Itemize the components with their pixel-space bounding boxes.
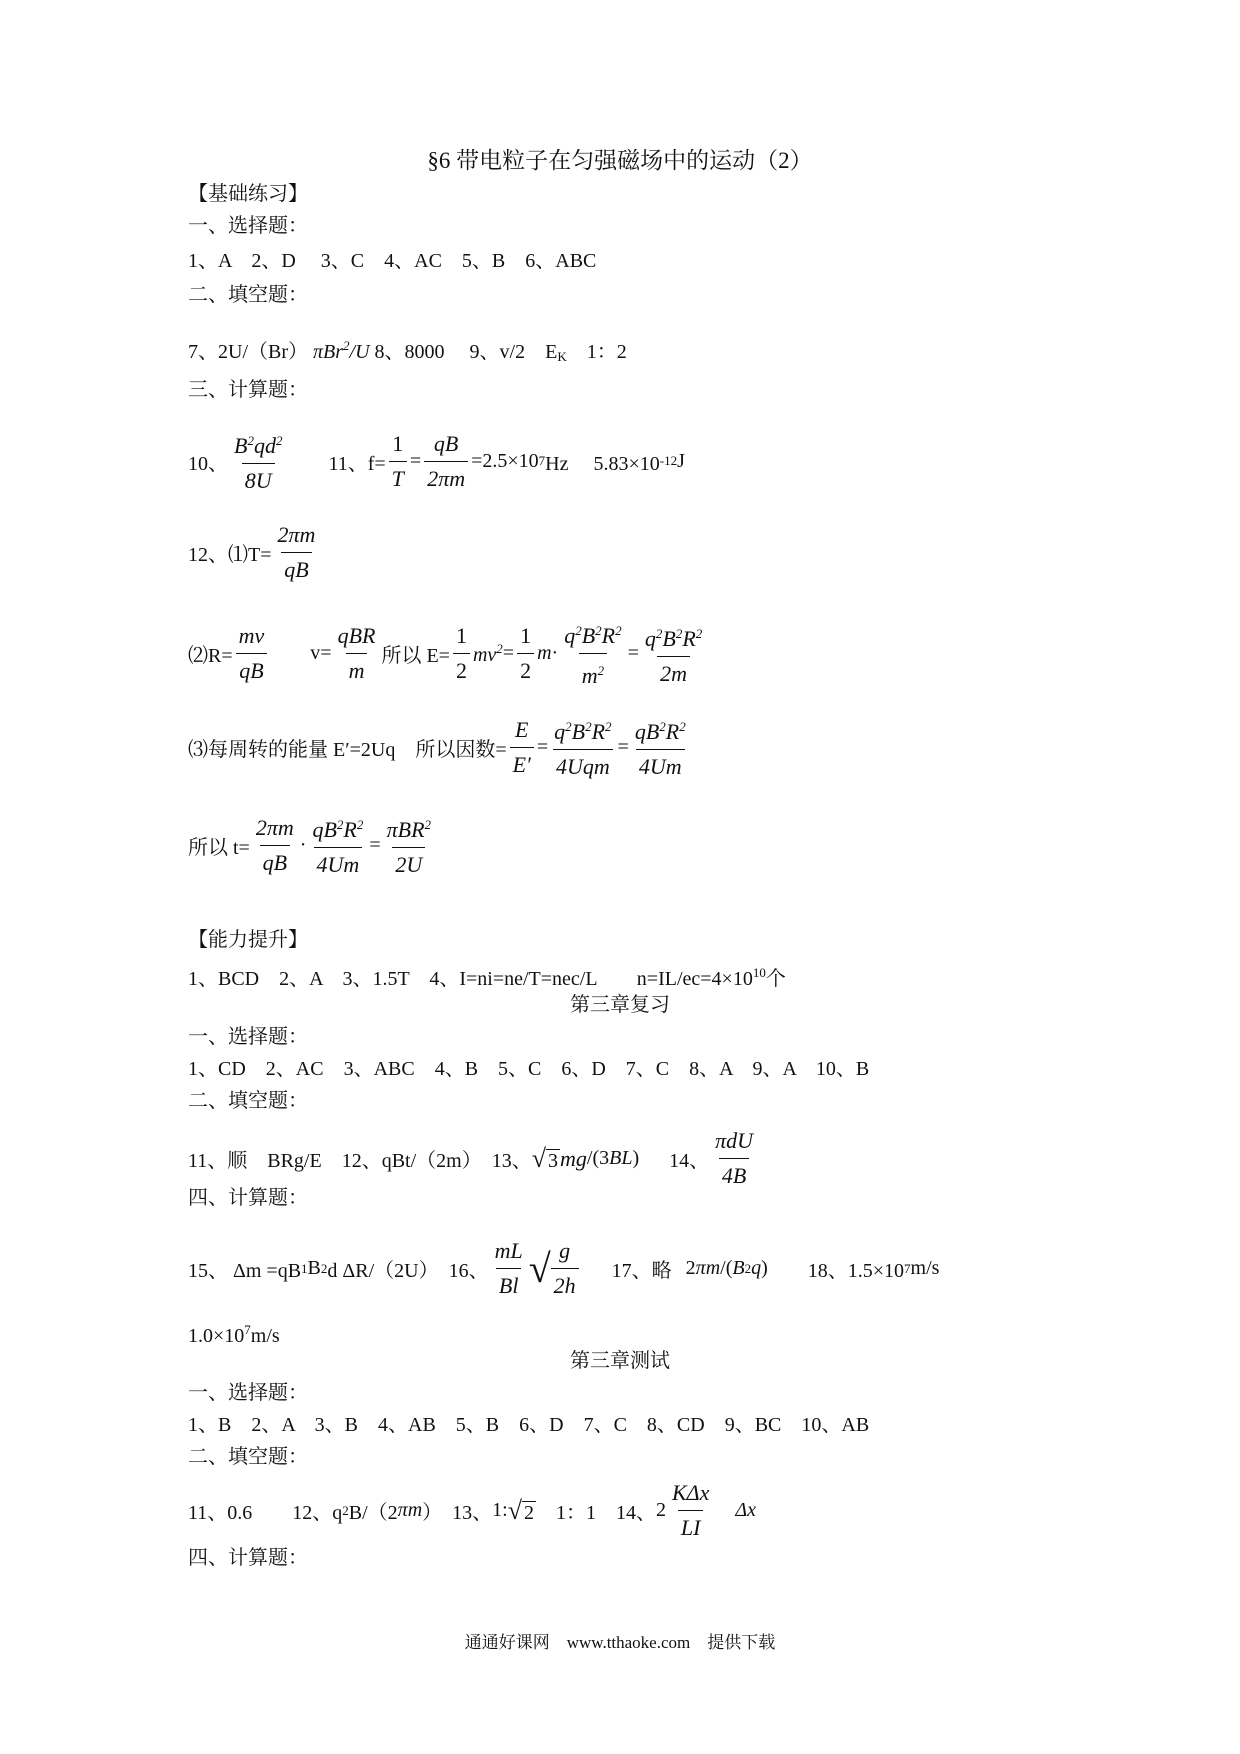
fraction: $\frac{q^2B^2R^2}{m^2}$ bbox=[561, 616, 624, 691]
answer-text: 个 bbox=[765, 968, 786, 990]
fraction: $\frac{B^2qd^2}{8U}$ bbox=[231, 426, 285, 496]
fraction: $\frac{qB^2R^2}{4Um}$ bbox=[309, 810, 366, 880]
answer-text: 17、略 bbox=[611, 1260, 672, 1282]
superscript: 7 bbox=[538, 453, 546, 468]
formula-line-12-2: ⑵R= $\frac{mv}{qB}$ v= $\frac{\text{qBR}}{m}$ 所以 E= $\frac{1}{2}$ $mv^2$ = $\frac{1}{2}$ m · $\frac{q^2B^2R^2}{m^2}$ = $\frac{q^2B^2R^2}{2m}$ bbox=[188, 616, 708, 691]
answer-text: 1、BCD 2、A 3、1.5T 4、I=ni=ne/T=nec/L n=IL/ec=4×10 bbox=[188, 968, 753, 990]
answer-text: J bbox=[677, 449, 685, 472]
answer-text: m/s bbox=[250, 1325, 280, 1347]
fraction: $\frac{q^2B^2R^2}{\text{4Uqm}}$ bbox=[551, 712, 614, 782]
answer-text: =2.5×10 bbox=[471, 449, 539, 472]
heading-calc: 三、计算题： bbox=[188, 379, 308, 401]
answer-text: ⑵R= bbox=[188, 645, 233, 667]
heading-fill: 二、填空题： bbox=[188, 284, 308, 306]
answer-line bbox=[188, 334, 627, 369]
answer-line bbox=[188, 1318, 280, 1348]
answer-text: 12、⑴T= bbox=[188, 544, 272, 566]
section-title: §6 带电粒子在匀强磁场中的运动（2） bbox=[427, 148, 813, 173]
superscript: 10 bbox=[752, 965, 766, 980]
superscript: 7 bbox=[904, 1260, 911, 1276]
answer-text: 所以 E= bbox=[381, 645, 450, 667]
fraction: $\frac{1}{2}$ bbox=[453, 621, 470, 686]
superscript: 2 bbox=[342, 1502, 349, 1518]
fraction: $\frac{\text{qBR}}{m}$ bbox=[335, 621, 379, 686]
answer-text: d ΔR/（2U） 16、 bbox=[327, 1260, 489, 1282]
section-title: 第三章复习 bbox=[570, 994, 670, 1016]
superscript: 7 bbox=[244, 1322, 251, 1337]
formula-line-15-18: 15、 Δm =qB 1 B 2 d ΔR/（2U） 16、 $\frac{mL}{Bl}$ √ $\frac{g}{2h}$ 17、略 2 πm /( B 2 q ) 18、1.5×10 7 m/s bbox=[188, 1236, 939, 1301]
fraction: $\frac{mL}{Bl}$ bbox=[492, 1236, 526, 1301]
answer-text: ） 13、 bbox=[422, 1502, 493, 1524]
sqrt: √ 3 bbox=[531, 1143, 559, 1173]
fraction: $\frac{g}{2h}$ bbox=[551, 1236, 579, 1301]
fraction: $\frac{\text{πdU}}{4B}$ bbox=[712, 1126, 756, 1191]
answer-text: 18、1.5×10 bbox=[807, 1260, 905, 1282]
answer-text: 8、8000 9、v/2 E bbox=[374, 341, 558, 363]
formula: πBr$^2$/U bbox=[313, 338, 370, 363]
answer-text: 1：1 14、 bbox=[555, 1502, 656, 1524]
formula-line-11-14: 11、0.6 12、q 2 B/（2 πm ） 13、 1: √ 2 1：1 14、 2 $\frac{\text{KΔx}}{LI}$ Δx bbox=[188, 1478, 756, 1543]
answer-text: 7、2U/（Br） bbox=[188, 341, 308, 363]
answer-text: Hz 5.83×10 bbox=[545, 452, 660, 475]
answer-text: 15、 Δm =qB bbox=[188, 1260, 302, 1282]
answer-text: 所以 t= bbox=[188, 836, 250, 859]
formula-line-12-1 bbox=[188, 520, 321, 585]
heading-fill: 二、填空题： bbox=[188, 1090, 308, 1112]
fraction: $\frac{qB}{2\pi m}$ bbox=[424, 429, 468, 494]
answer-text: 11、0.6 12、q bbox=[188, 1502, 343, 1524]
fraction: $\frac{q^2B^2R^2}{2m}$ bbox=[642, 619, 705, 689]
heading-calc: 四、计算题： bbox=[188, 1547, 308, 1569]
answer-text: 11、f= bbox=[328, 452, 386, 475]
heading-basic: 【基础练习】 bbox=[188, 183, 308, 205]
answer-text: 1.0×10 bbox=[188, 1325, 245, 1347]
answer-text: 11、顺 BRg/E 12、qBt/（2m） 13、 bbox=[188, 1150, 532, 1172]
subscript: K bbox=[557, 349, 567, 364]
fraction: $\frac{qB^2R^2}{4Um}$ bbox=[632, 712, 689, 782]
sqrt: √ 2 bbox=[507, 1495, 534, 1525]
footer: 通通好课网 www.tthaoke.com 提供下载 bbox=[464, 1633, 776, 1652]
heading-fill: 二、填空题： bbox=[188, 1446, 308, 1468]
formula-line-t: 所以 t= $\frac{2\pi m}{qB}$ · $\frac{qB^2R^2}{4Um}$ = $\frac{\pi BR^2}{2U}$ bbox=[188, 810, 437, 880]
formula-line-12-3: ⑶每周转的能量 E′=2Uq 所以因数= $\frac{E}{E'}$ = $\frac{q^2B^2R^2}{\text{4Uqm}}$ = $\frac{qB^2R^2}{4Um}$ bbox=[188, 712, 692, 782]
answer-text: v= bbox=[310, 642, 332, 664]
answer-text: m/s bbox=[910, 1257, 940, 1279]
answer-text: ⑶每周转的能量 E′=2Uq 所以因数= bbox=[188, 738, 507, 761]
section-title: 第三章测试 bbox=[570, 1350, 670, 1372]
superscript: -12 bbox=[659, 453, 678, 468]
fraction: $\frac{\text{KΔx}}{LI}$ bbox=[669, 1478, 712, 1543]
heading-calc: 四、计算题： bbox=[188, 1187, 308, 1209]
formula-line-10-11: 10、 $\frac{B^2qd^2}{8U}$ 11、f= $\frac{1}{T}$ = $\frac{qB}{2\pi m}$ =2.5×10 7 Hz 5.83×10 -12 J bbox=[188, 426, 685, 496]
fraction: $\frac{1}{2}$ bbox=[517, 621, 534, 686]
fraction: $\frac{2\pi m}{qB}$ bbox=[253, 813, 297, 878]
answer-text: 10、 bbox=[188, 452, 228, 475]
fraction: $\frac{E}{E'}$ bbox=[510, 715, 534, 780]
answer-line: 1、B 2、A 3、B 4、AB 5、B 6、D 7、C 8、CD 9、BC 10、AB bbox=[188, 1414, 870, 1436]
fraction: $\frac{mv}{qB}$ bbox=[236, 621, 268, 686]
fraction: $\frac{\pi BR^2}{2U}$ bbox=[384, 810, 434, 880]
heading-choice: 一、选择题： bbox=[188, 1382, 308, 1404]
answer-line: 1、A 2、D 3、C 4、AC 5、B 6、ABC bbox=[188, 250, 597, 272]
answer-text: 14、 bbox=[669, 1150, 710, 1172]
sqrt: √ bbox=[528, 1246, 551, 1291]
answer-line: 1、CD 2、AC 3、ABC 4、B 5、C 6、D 7、C 8、A 9、A 10、B bbox=[188, 1058, 870, 1080]
answer-text: 1：2 bbox=[566, 341, 627, 363]
heading-choice: 一、选择题： bbox=[188, 1026, 308, 1048]
formula-line-11-14: 11、顺 BRg/E 12、qBt/（2m） 13、 √ 3 mg /(3 BL ) 14、 $\frac{\text{πdU}}{4B}$ bbox=[188, 1126, 759, 1191]
heading-choice: 一、选择题： bbox=[188, 215, 308, 237]
fraction: $\frac{2\pi m}{qB}$ bbox=[275, 520, 319, 585]
answer-line bbox=[188, 961, 786, 991]
answer-text: B/（2 bbox=[348, 1502, 398, 1524]
fraction: $\frac{1}{T}$ bbox=[389, 429, 407, 494]
heading-improve: 【能力提升】 bbox=[188, 929, 308, 951]
